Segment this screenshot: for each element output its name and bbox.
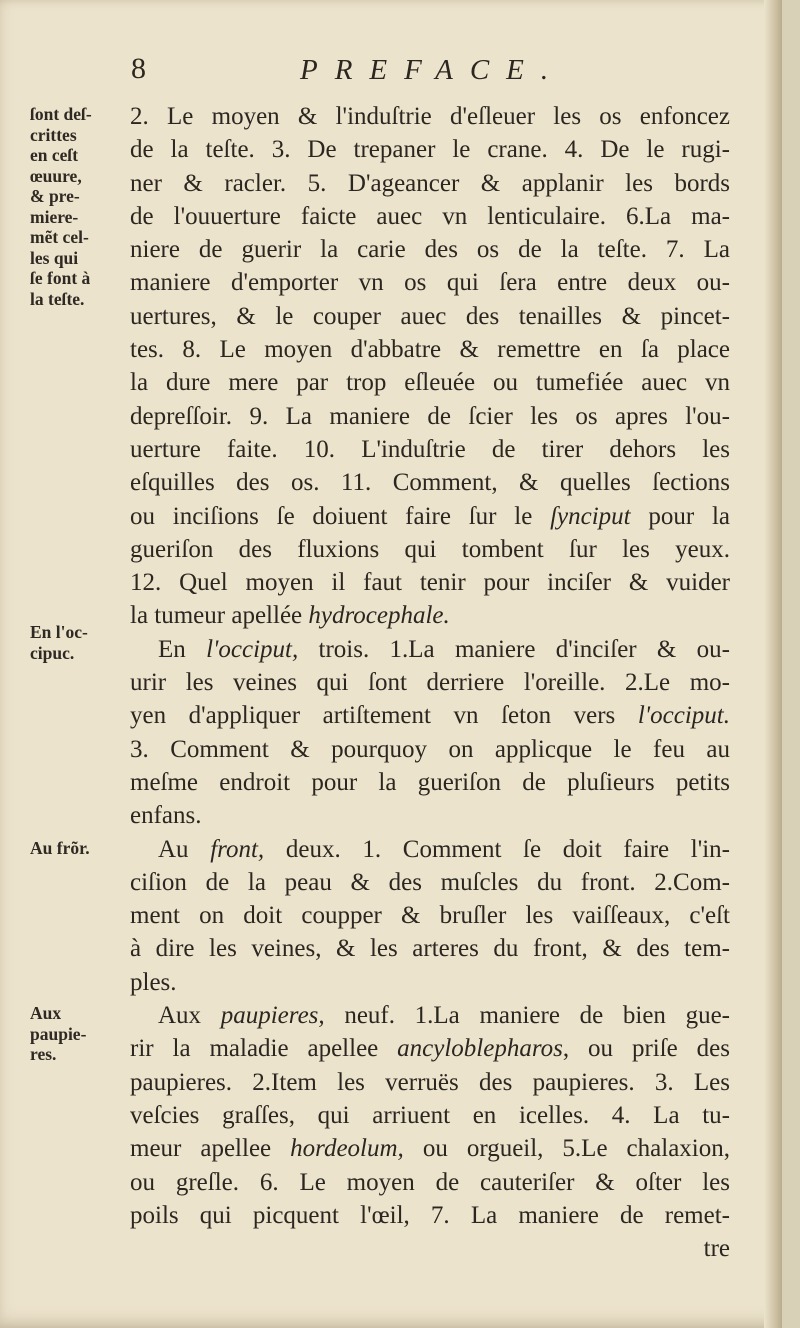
text-run: meur apellee [130,1135,291,1163]
text-line [130,999,730,1032]
italic-term: hydrocephale. [308,602,450,630]
page-edge-shadow [764,0,782,1328]
text-run: Au [158,835,211,863]
italic-term: paupieres, [220,1002,325,1030]
text-line: 3. Comment & pourquoy on applicque le feu au [130,735,730,763]
running-head: PREFACE. [300,54,566,86]
text-line: 12. Quel moyen il faut tenir pour inciſer & vuider [130,569,730,597]
page-number: 8 [131,52,146,85]
text-line: ner & racler. 5. D'ageancer & applanir les bords [130,169,730,197]
catchword: tre [703,1235,730,1263]
page-header [0,52,782,96]
text-line [130,1132,730,1165]
body-text [130,100,730,1265]
margin-note-paupieres: Aux paupie- res. [30,1003,87,1064]
text-run: la tumeur apellée [130,602,309,630]
text-line: 2. Le moyen & l'induſtrie d'eſleuer les os enfoncez [130,103,730,130]
text-run: ou orgueil, 5.Le chalaxion, [403,1135,730,1163]
italic-term: ſynciput [550,502,631,530]
text-line [130,699,730,732]
text-line: ples. [130,968,177,996]
text-line: enfans. [130,802,202,830]
italic-term: ancyloblepharos [397,1035,563,1063]
text-line: depreſſoir. 9. La maniere de ſcier les os apres l'ou- [130,402,730,430]
text-run: pour la [630,502,730,530]
italic-term: l'occiput, [206,635,299,663]
text-line: tes. 8. Le moyen d'abbatre & remettre en ſa place [130,336,730,364]
text-run: , ou priſe des [562,1035,730,1063]
text-run: En [158,635,207,663]
margin-note-head: ſont deſ- crittes en ceſt œuure, & pre- miere- mẽt cel- les qui ſe font à la teſte. [30,104,92,309]
text-line: niere de guerir la carie des os de la teſte. 7. La [130,236,730,264]
text-run: deux. 1. Comment ſe doit faire l'in- [264,835,730,863]
text-line: paupieres. 2.Item les verruës des paupieres. 3. Les [130,1068,730,1096]
text-line: veſcies graſſes, qui arriuent en icelles. 4. La tu- [130,1101,730,1129]
text-run: trois. 1.La maniere d'inciſer & ou- [298,635,730,663]
margin-note-front: Au frõr. [30,838,90,858]
text-line: à dire les veines, & les arteres du front, & des tem- [130,935,730,963]
text-line: de la teſte. 3. De trepaner le crane. 4. De le rugi- [130,136,730,164]
text-line: maniere d'emporter vn os qui ſera entre deux ou- [130,269,730,297]
text-run: yen d'appliquer artiſtement vn ſeton vers [130,702,638,730]
text-line: ciſion de la peau & des muſcles du front. 2.Com- [130,868,730,896]
text-run: ou inciſions ſe doiuent faire ſur le [130,502,551,530]
text-line: ou greſle. 6. Le moyen de cauteriſer & oſter les [130,1168,730,1196]
italic-term: front, [210,835,265,863]
italic-term: l'occiput. [637,702,730,730]
text-line [130,599,730,632]
italic-term: hordeolum, [290,1135,404,1163]
text-line: uerture faite. 10. L'induſtrie de tirer dehors les [130,435,730,463]
text-run: Aux [158,1002,221,1030]
text-line: ment on doit coupper & bruſler les vaiſſeaux, c'eſt [130,902,730,930]
text-line: poils qui picquent l'œil, 7. La maniere de remet- [130,1201,730,1229]
text-line [130,633,730,666]
text-line: la dure mere par trop eſleuée ou tumefiée auec vn [130,369,730,397]
margin-note-occiput: En l'oc- cipuc. [30,622,88,663]
text-run: neuf. 1.La maniere de bien gue- [324,1002,731,1030]
text-line: meſme endroit pour la gueriſon de pluſieurs petits [130,768,730,796]
text-line: de l'ouuerture faicte auec vn lenticulaire. 6.La ma- [130,202,730,230]
text-line [130,1032,730,1065]
text-line: urir les veines qui ſont derriere l'oreille. 2.Le mo- [130,669,730,697]
text-line: gueriſon des fluxions qui tombent ſur les yeux. [130,535,730,563]
text-run: rir la maladie apellee [130,1035,398,1063]
text-line: uertures, & le couper auec des tenailles & pincet- [130,302,730,330]
text-line: eſquilles des os. 11. Comment, & quelles ſections [130,469,730,497]
text-line [130,833,730,866]
text-line [130,500,730,533]
